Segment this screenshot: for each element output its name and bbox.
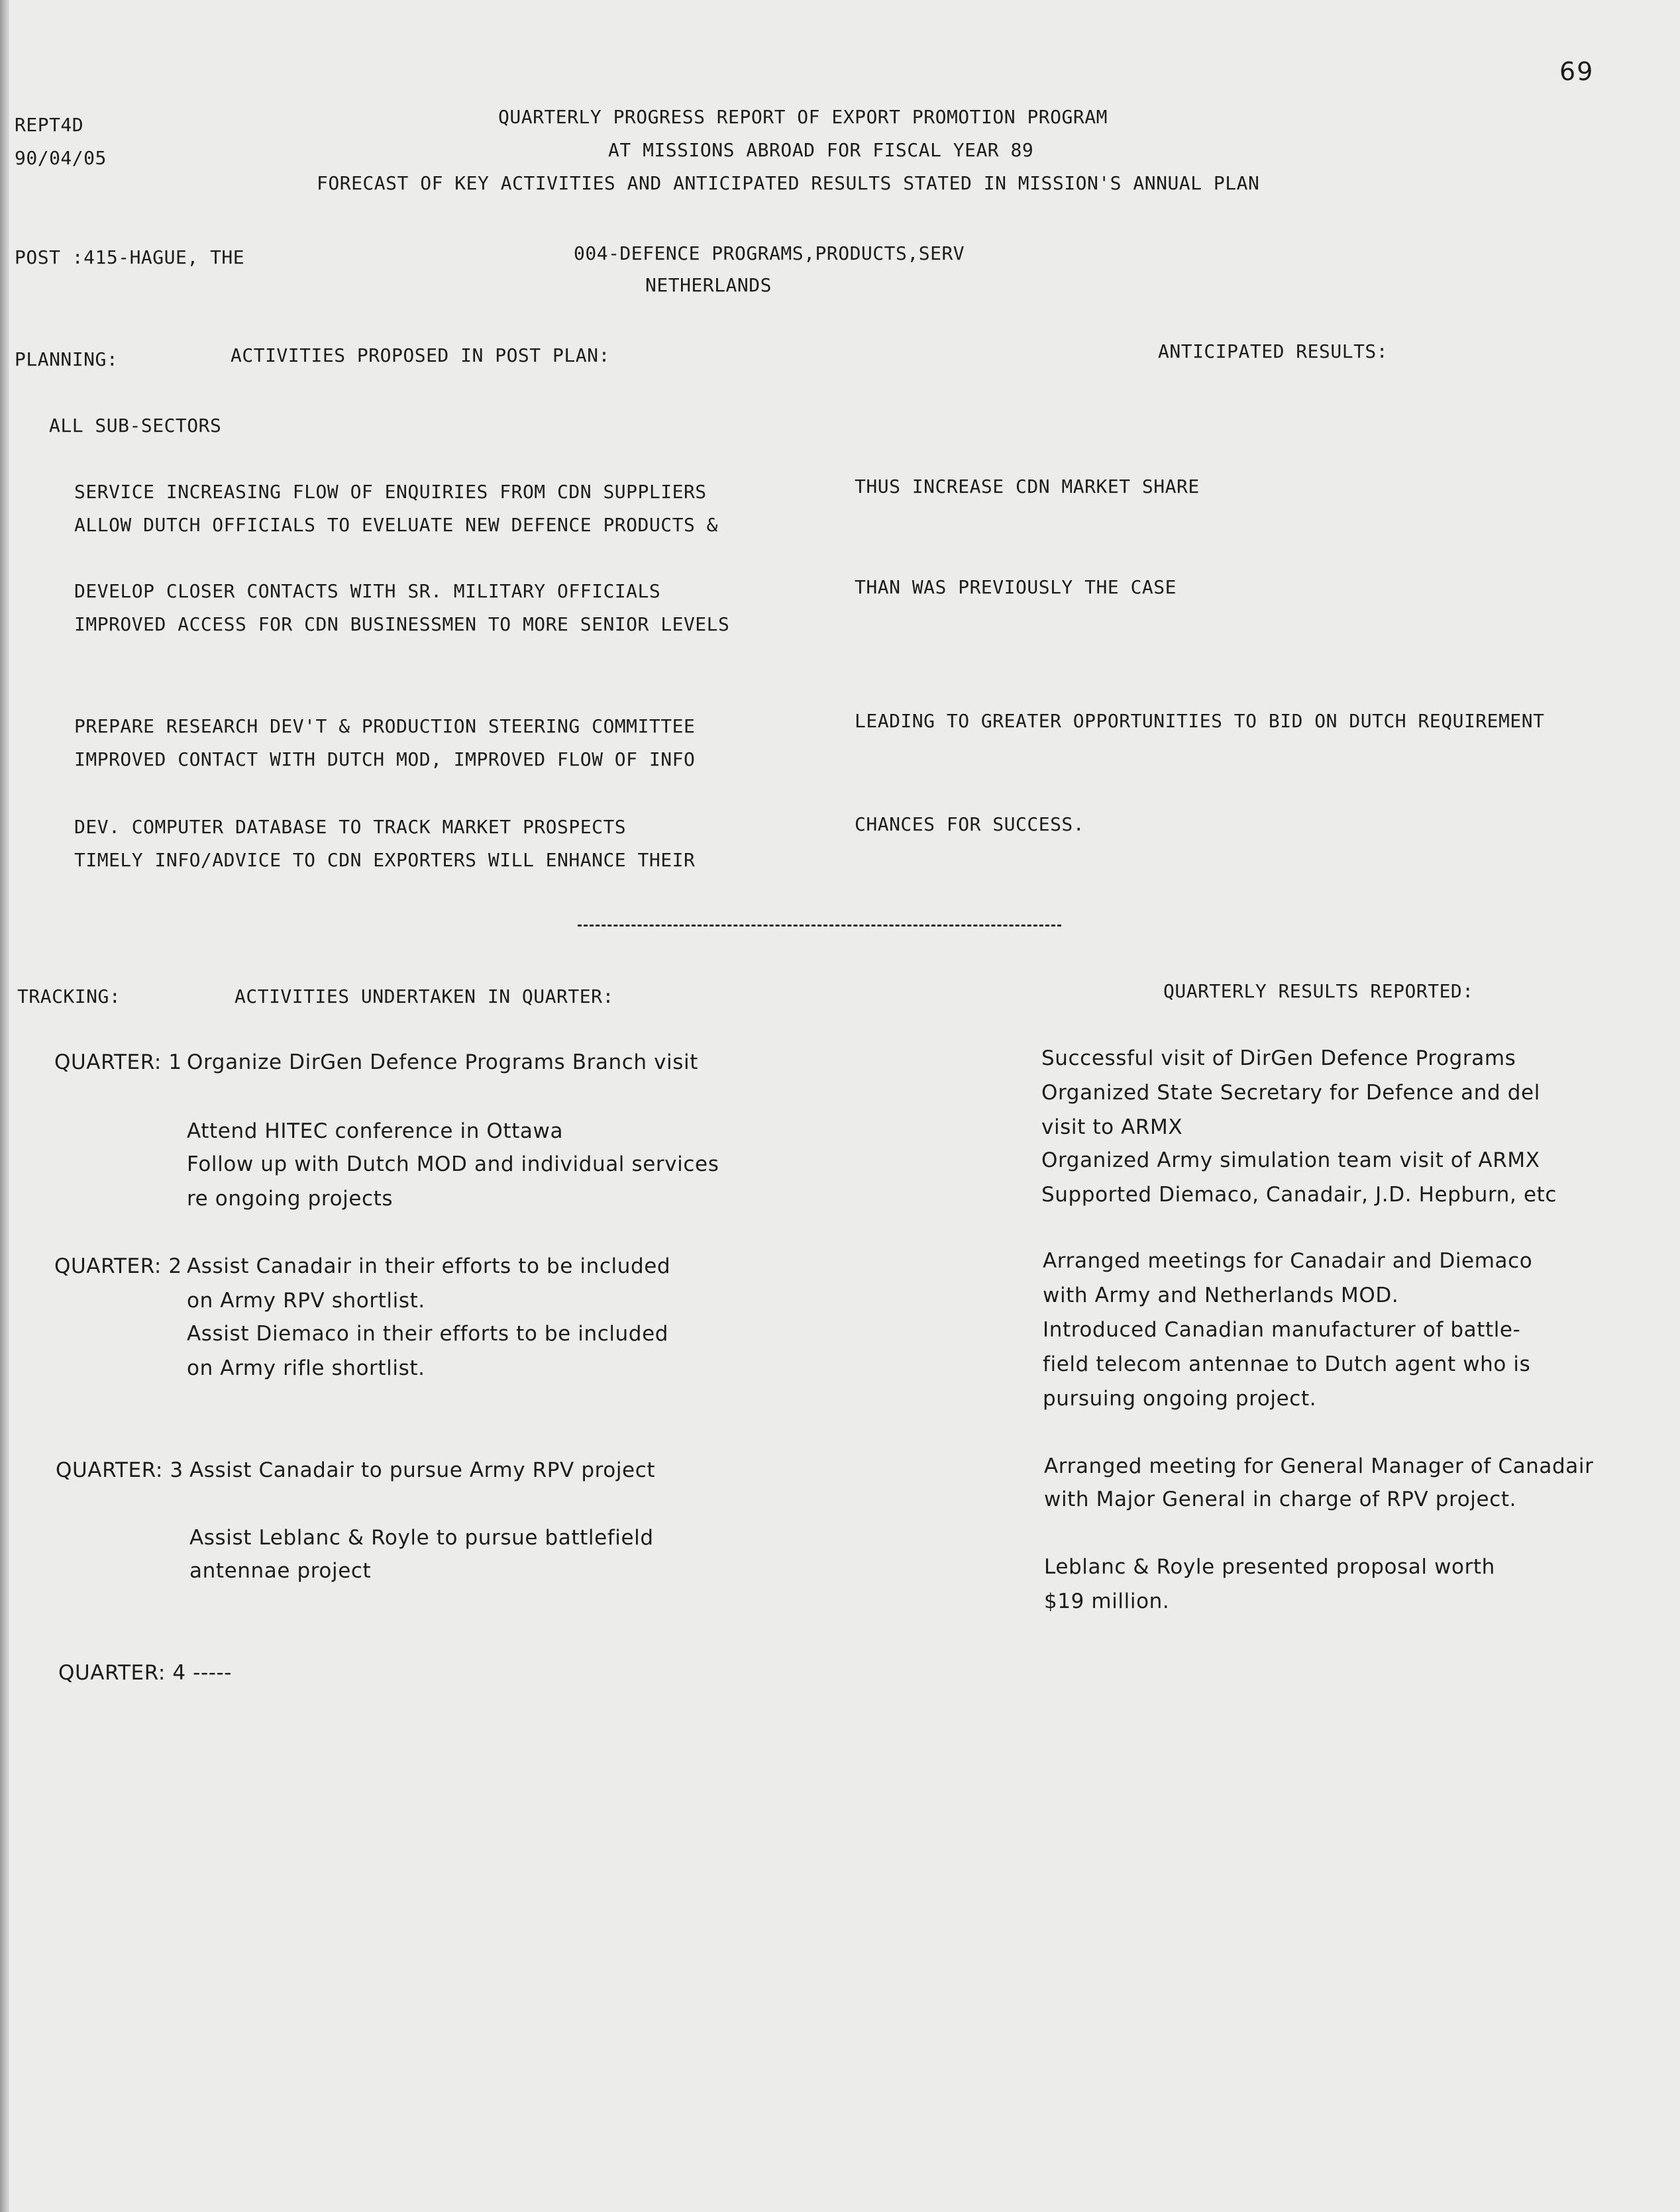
quarter-1-activity: Follow up with Dutch MOD and individual services: [187, 1152, 719, 1176]
quarter-3-activity: Assist Canadair to pursue Army RPV project: [189, 1458, 656, 1482]
report-date: 90/04/05: [15, 147, 107, 169]
tracking-results-header: QUARTERLY RESULTS REPORTED:: [1163, 980, 1474, 1002]
quarter-1-result: Successful visit of DirGen Defence Programs: [1041, 1046, 1516, 1070]
quarter-3-label: QUARTER: 3: [56, 1458, 184, 1482]
quarter-1-activity: re ongoing projects: [187, 1187, 394, 1211]
report-id: REPT4D: [15, 114, 84, 136]
report-title-line2: AT MISSIONS ABROAD FOR FISCAL YEAR 89: [608, 139, 1034, 161]
tracking-label: TRACKING:: [17, 985, 121, 1007]
quarter-1-label: QUARTER: 1: [54, 1050, 182, 1074]
quarter-1-result: Organized State Secretary for Defence and del: [1041, 1081, 1540, 1105]
post-label: POST :415-HAGUE, THE: [15, 246, 245, 268]
quarter-1-result: Supported Diemaco, Canadair, J.D. Hepburn, etc: [1041, 1183, 1557, 1207]
quarter-2-activity: Assist Canadair in their efforts to be included: [187, 1254, 671, 1278]
quarter-1-activity: Attend HITEC conference in Ottawa: [187, 1119, 564, 1143]
country-name: NETHERLANDS: [645, 274, 772, 296]
quarter-3-result: with Major General in charge of RPV project.: [1044, 1487, 1517, 1511]
planning-activity-line: PREPARE RESEARCH DEV'T & PRODUCTION STEERING COMMITTEE: [74, 715, 696, 737]
quarter-2-result: field telecom antennae to Dutch agent who is: [1043, 1352, 1531, 1376]
planning-activities-header: ACTIVITIES PROPOSED IN POST PLAN:: [231, 344, 610, 366]
planning-activity-line: DEV. COMPUTER DATABASE TO TRACK MARKET PROSPECTS: [74, 816, 627, 838]
anticipated-result: LEADING TO GREATER OPPORTUNITIES TO BID ON DUTCH REQUIREMENT: [855, 710, 1545, 732]
section-divider: [578, 925, 1061, 927]
quarter-4-label: QUARTER: 4 -----: [58, 1661, 233, 1685]
anticipated-result: CHANCES FOR SUCCESS.: [855, 813, 1085, 835]
quarter-1-result: Organized Army simulation team visit of ARMX: [1041, 1148, 1540, 1172]
planning-label: PLANNING:: [15, 348, 119, 370]
quarter-3-result: $19 million.: [1044, 1589, 1170, 1613]
sector-name: 004-DEFENCE PROGRAMS,PRODUCTS,SERV: [574, 242, 965, 264]
subsector-label: ALL SUB-SECTORS: [49, 415, 222, 436]
quarter-3-activity: antennae project: [189, 1559, 372, 1583]
quarter-3-activity: Assist Leblanc & Royle to pursue battlefield: [189, 1526, 654, 1550]
quarter-2-result: with Army and Netherlands MOD.: [1043, 1283, 1399, 1307]
report-title-line3: FORECAST OF KEY ACTIVITIES AND ANTICIPATED RESULTS STATED IN MISSION'S ANNUAL PLAN: [317, 172, 1260, 194]
report-title-line1: QUARTERLY PROGRESS REPORT OF EXPORT PROMOTION PROGRAM: [498, 106, 1108, 128]
quarter-3-result: Arranged meeting for General Manager of Canadair: [1044, 1454, 1594, 1478]
planning-activity-line: IMPROVED CONTACT WITH DUTCH MOD, IMPROVED FLOW OF INFO: [74, 748, 696, 770]
quarter-1-result: visit to ARMX: [1041, 1115, 1183, 1139]
planning-activity-line: TIMELY INFO/ADVICE TO CDN EXPORTERS WILL ENHANCE THEIR: [74, 849, 696, 871]
quarter-2-label: QUARTER: 2: [54, 1254, 182, 1278]
quarter-2-activity: on Army rifle shortlist.: [187, 1356, 425, 1380]
quarter-3-result: Leblanc & Royle presented proposal worth: [1044, 1555, 1495, 1579]
planning-activity-line: IMPROVED ACCESS FOR CDN BUSINESSMEN TO MORE SENIOR LEVELS: [74, 613, 730, 635]
quarter-1-activity: Organize DirGen Defence Programs Branch visit: [187, 1050, 698, 1074]
quarter-2-result: pursuing ongoing project.: [1043, 1387, 1317, 1411]
planning-results-header: ANTICIPATED RESULTS:: [1158, 340, 1389, 362]
planning-activity-line: SERVICE INCREASING FLOW OF ENQUIRIES FROM CDN SUPPLIERS: [74, 481, 707, 503]
quarter-2-activity: Assist Diemaco in their efforts to be included: [187, 1322, 669, 1346]
page-number: 69: [1559, 57, 1595, 86]
planning-activity-line: ALLOW DUTCH OFFICIALS TO EVELUATE NEW DEFENCE PRODUCTS &: [74, 514, 719, 536]
quarter-2-activity: on Army RPV shortlist.: [187, 1289, 425, 1313]
planning-activity-line: DEVELOP CLOSER CONTACTS WITH SR. MILITARY OFFICIALS: [74, 580, 661, 602]
quarter-2-result: Introduced Canadian manufacturer of battle-: [1043, 1318, 1521, 1342]
page-edge: [0, 0, 9, 2212]
quarter-2-result: Arranged meetings for Canadair and Diemaco: [1043, 1249, 1533, 1273]
tracking-activities-header: ACTIVITIES UNDERTAKEN IN QUARTER:: [235, 985, 614, 1007]
anticipated-result: THAN WAS PREVIOUSLY THE CASE: [855, 576, 1177, 598]
anticipated-result: THUS INCREASE CDN MARKET SHARE: [855, 476, 1200, 497]
